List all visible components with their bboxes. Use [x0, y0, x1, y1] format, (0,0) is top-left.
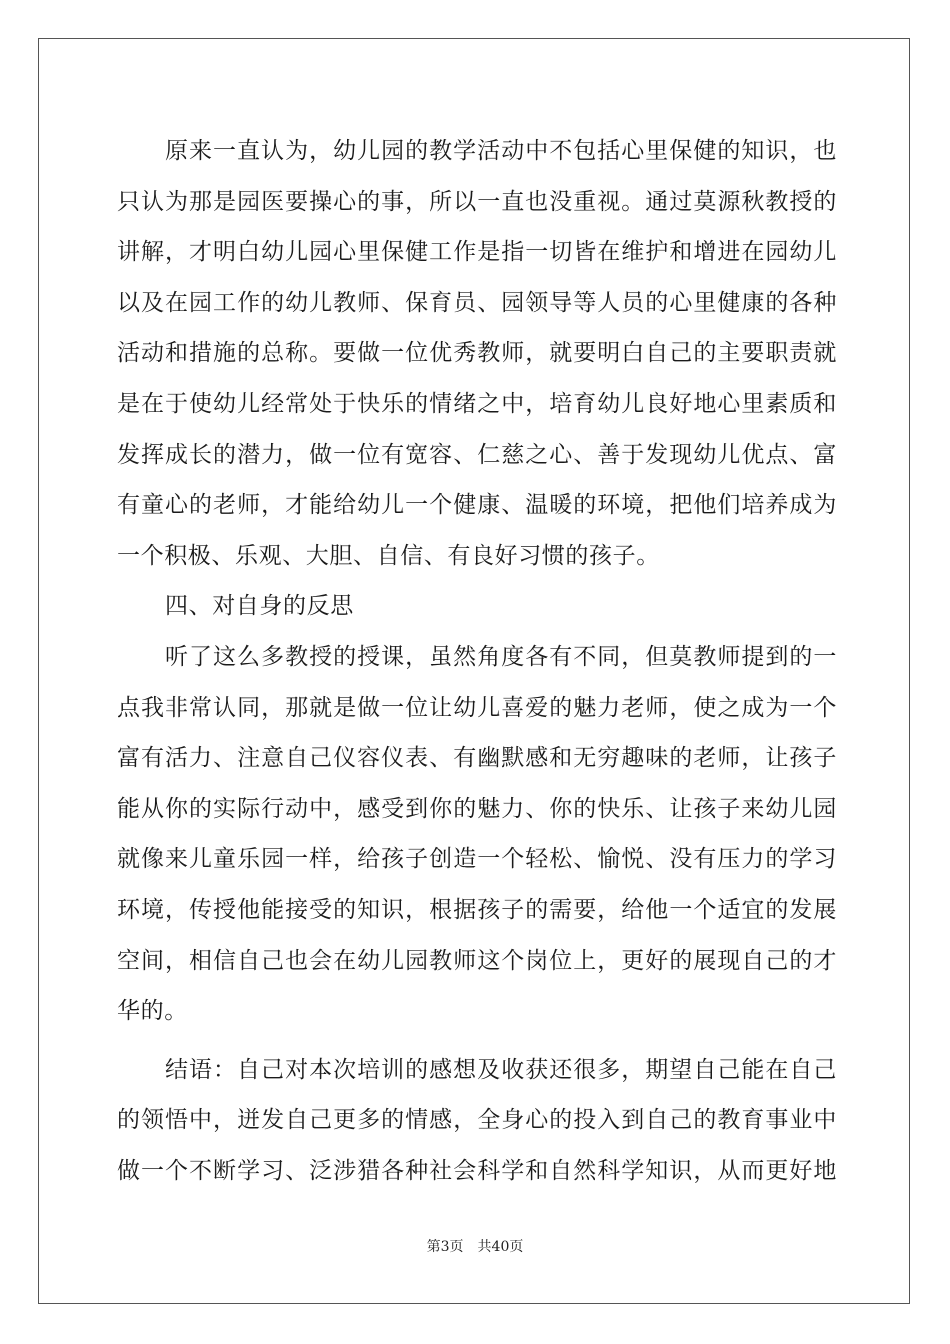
paragraph-1-line: 发挥成长的潜力，做一位有宽容、仁慈之心、善于发现幼儿优点、富	[117, 441, 837, 468]
paragraph-2-line: 听了这么多教授的授课，虽然角度各有不同，但莫教师提到的一	[165, 643, 837, 670]
paragraph-gap	[117, 1037, 837, 1045]
paragraph-2-line: 环境，传授他能接受的知识，根据孩子的需要，给他一个适宜的发展	[117, 896, 837, 923]
page-number: 第3页	[426, 1239, 464, 1255]
paragraph-1-line: 一个积极、乐观、大胆、自信、有良好习惯的孩子。	[117, 542, 660, 569]
paragraph-1-line: 有童心的老师，才能给幼儿一个健康、温暖的环境，把他们培养成为	[117, 492, 837, 519]
document-body	[117, 126, 837, 1196]
paragraph-3-line: 的领悟中，迸发自己更多的情感，全身心的投入到自己的教育事业中	[117, 1107, 837, 1134]
paragraph-1-line: 以及在园工作的幼儿教师、保育员、园领导等人员的心里健康的各种	[117, 289, 837, 316]
paragraph-3-line: 结语：自己对本次培训的感想及收获还很多，期望自己能在自己	[165, 1056, 837, 1083]
page-footer	[0, 1236, 950, 1256]
paragraph-1-line: 讲解，才明白幼儿园心里保健工作是指一切皆在维护和增进在园幼儿	[117, 239, 837, 266]
paragraph-2-line: 能从你的实际行动中，感受到你的魅力、你的快乐、让孩子来幼儿园	[117, 795, 837, 822]
paragraph-2-line: 空间，相信自己也会在幼儿园教师这个岗位上，更好的展现自己的才	[117, 947, 837, 974]
paragraph-2-line: 富有活力、注意自己仪容仪表、有幽默感和无穷趣味的老师，让孩子	[117, 745, 837, 772]
paragraph-2-line: 点我非常认同，那就是做一位让幼儿喜爱的魅力老师，使之成为一个	[117, 694, 837, 721]
paragraph-1-line: 原来一直认为，幼儿园的教学活动中不包括心里保健的知识，也	[165, 138, 837, 164]
section-heading: 四、对自身的反思	[165, 593, 354, 620]
paragraph-2-line: 就像来儿童乐园一样，给孩子创造一个轻松、愉悦、没有压力的学习	[117, 846, 837, 873]
paragraph-2-line: 华的。	[117, 998, 188, 1025]
paragraph-3-line: 做一个不断学习、泛涉猎各种社会科学和自然科学知识，从而更好地	[117, 1157, 837, 1184]
paragraph-1-line: 是在于使幼儿经常处于快乐的情绪之中，培育幼儿良好地心里素质和	[117, 390, 837, 417]
paragraph-1-line: 只认为那是园医要操心的事，所以一直也没重视。通过莫源秋教授的	[117, 188, 837, 215]
paragraph-1-line: 活动和措施的总称。要做一位优秀教师，就要明白自己的主要职责就	[117, 340, 837, 367]
total-pages: 共40页	[477, 1239, 524, 1255]
